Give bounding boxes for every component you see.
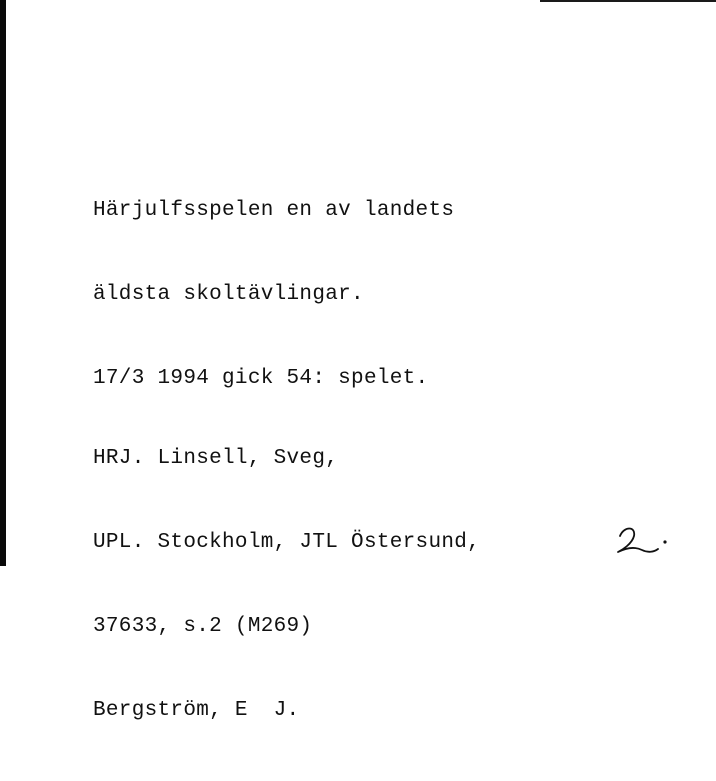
description-line-3: 17/3 1994 gick 54: spelet. <box>93 367 429 390</box>
card-source-info <box>93 389 480 781</box>
description-line-2: äldsta skoltävlingar. <box>93 283 364 306</box>
source-line-3: 37633, s.2 (M269) <box>93 615 313 638</box>
card-top-edge <box>540 0 716 2</box>
card-left-edge <box>0 0 6 566</box>
source-line-2: UPL. Stockholm, JTL Östersund, <box>93 531 481 554</box>
handwritten-page-number <box>612 522 672 558</box>
source-line-1: HRJ. Linsell, Sveg, <box>93 447 339 470</box>
source-line-4: Bergström, E J. <box>93 699 300 722</box>
description-line-1: Härjulfsspelen en av landets <box>93 199 455 222</box>
